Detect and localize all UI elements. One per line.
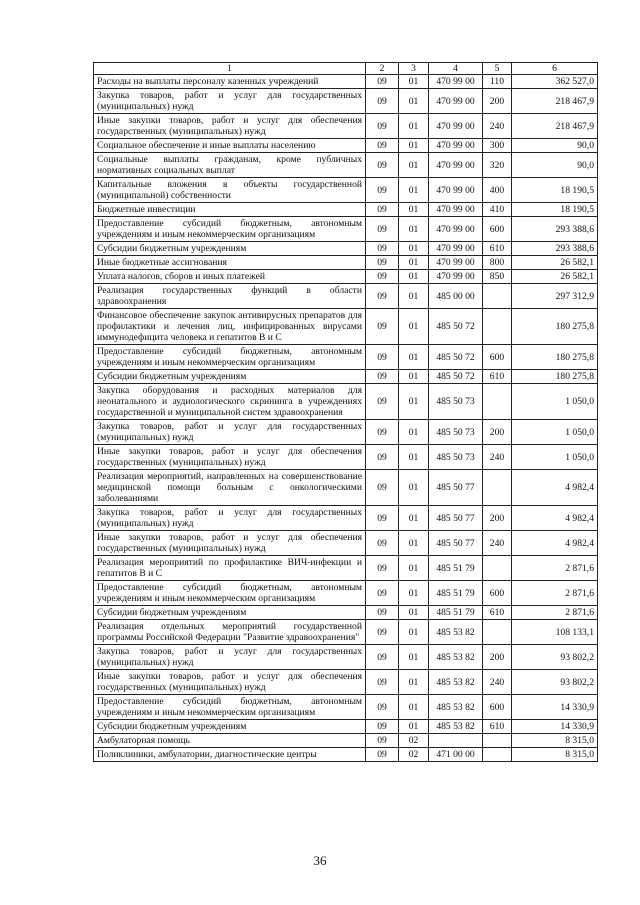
table-row xyxy=(94,345,598,370)
expense-type-cell: 200 xyxy=(483,645,512,670)
amount-cell: 218 467,9 xyxy=(512,114,598,139)
subsection-cell: 01 xyxy=(399,445,429,470)
target-article-cell: 471 00 00 xyxy=(429,748,483,762)
amount-cell: 293 388,6 xyxy=(512,242,598,256)
expense-name-cell: Расходы на выплаты персоналу казенных учреждений xyxy=(94,75,366,89)
expense-type-cell xyxy=(483,556,512,581)
section-cell: 09 xyxy=(366,89,399,114)
subsection-cell: 01 xyxy=(399,203,429,217)
subsection-cell: 02 xyxy=(399,734,429,748)
subsection-cell: 01 xyxy=(399,256,429,270)
table-header-row xyxy=(94,63,598,75)
expense-name-cell: Субсидии бюджетным учреждениям xyxy=(94,606,366,620)
subsection-cell: 01 xyxy=(399,114,429,139)
subsection-cell: 01 xyxy=(399,645,429,670)
expense-type-cell xyxy=(483,384,512,420)
expense-name-cell: Предоставление субсидий бюджетным, автономным учреждениям и иным некоммерческим организациям xyxy=(94,581,366,606)
subsection-cell: 01 xyxy=(399,217,429,242)
expense-type-cell xyxy=(483,309,512,345)
table-row xyxy=(94,445,598,470)
expense-type-cell xyxy=(483,620,512,645)
amount-cell: 1 050,0 xyxy=(512,445,598,470)
amount-cell: 14 330,9 xyxy=(512,720,598,734)
expense-name-cell: Амбулаторная помощь xyxy=(94,734,366,748)
section-cell: 09 xyxy=(366,670,399,695)
header-col-6: 6 xyxy=(512,63,598,75)
table-row xyxy=(94,606,598,620)
subsection-cell: 01 xyxy=(399,309,429,345)
section-cell: 09 xyxy=(366,217,399,242)
expense-type-cell: 610 xyxy=(483,370,512,384)
target-article-cell: 470 99 00 xyxy=(429,75,483,89)
subsection-cell: 01 xyxy=(399,242,429,256)
table-row xyxy=(94,217,598,242)
amount-cell: 93 802,2 xyxy=(512,670,598,695)
expense-type-cell: 610 xyxy=(483,242,512,256)
table-row xyxy=(94,506,598,531)
section-cell: 09 xyxy=(366,506,399,531)
target-article-cell: 485 53 82 xyxy=(429,620,483,645)
expense-type-cell xyxy=(483,470,512,506)
target-article-cell: 470 99 00 xyxy=(429,270,483,284)
amount-cell: 180 275,8 xyxy=(512,345,598,370)
section-cell: 09 xyxy=(366,370,399,384)
expense-type-cell: 610 xyxy=(483,720,512,734)
expense-type-cell xyxy=(483,748,512,762)
table-row xyxy=(94,748,598,762)
table-row xyxy=(94,420,598,445)
subsection-cell: 01 xyxy=(399,178,429,203)
expense-type-cell: 600 xyxy=(483,345,512,370)
target-article-cell: 470 99 00 xyxy=(429,178,483,203)
expense-name-cell: Поликлиники, амбулатории, диагностические центры xyxy=(94,748,366,762)
subsection-cell: 01 xyxy=(399,556,429,581)
target-article-cell: 485 53 82 xyxy=(429,720,483,734)
table-row xyxy=(94,370,598,384)
amount-cell: 1 050,0 xyxy=(512,384,598,420)
target-article-cell: 470 99 00 xyxy=(429,139,483,153)
subsection-cell: 01 xyxy=(399,470,429,506)
table-row xyxy=(94,139,598,153)
expense-type-cell: 240 xyxy=(483,445,512,470)
section-cell: 09 xyxy=(366,531,399,556)
expense-name-cell: Субсидии бюджетным учреждениям xyxy=(94,242,366,256)
target-article-cell: 485 51 79 xyxy=(429,581,483,606)
expense-name-cell: Закупка оборудования и расходных материалов для неонатального и аудиологического скрининга в учреждениях государственной и муниципальной систем здравоохранения xyxy=(94,384,366,420)
table-row xyxy=(94,670,598,695)
expense-type-cell: 410 xyxy=(483,203,512,217)
expense-type-cell: 800 xyxy=(483,256,512,270)
section-cell: 09 xyxy=(366,645,399,670)
section-cell: 09 xyxy=(366,695,399,720)
expense-name-cell: Иные закупки товаров, работ и услуг для обеспечения государственных (муниципальных) нужд xyxy=(94,445,366,470)
expense-type-cell: 320 xyxy=(483,153,512,178)
section-cell: 09 xyxy=(366,581,399,606)
budget-table xyxy=(93,62,598,762)
amount-cell: 108 133,1 xyxy=(512,620,598,645)
section-cell: 09 xyxy=(366,203,399,217)
target-article-cell: 470 99 00 xyxy=(429,114,483,139)
target-article-cell: 470 99 00 xyxy=(429,153,483,178)
amount-cell: 4 982,4 xyxy=(512,506,598,531)
target-article-cell xyxy=(429,734,483,748)
amount-cell: 18 190,5 xyxy=(512,203,598,217)
section-cell: 09 xyxy=(366,556,399,581)
subsection-cell: 01 xyxy=(399,506,429,531)
expense-type-cell: 610 xyxy=(483,606,512,620)
table-row xyxy=(94,620,598,645)
target-article-cell: 485 50 73 xyxy=(429,445,483,470)
expense-name-cell: Бюджетные инвестиции xyxy=(94,203,366,217)
section-cell: 09 xyxy=(366,345,399,370)
amount-cell: 4 982,4 xyxy=(512,531,598,556)
subsection-cell: 01 xyxy=(399,89,429,114)
header-col-4: 4 xyxy=(429,63,483,75)
expense-name-cell: Уплата налогов, сборов и иных платежей xyxy=(94,270,366,284)
section-cell: 09 xyxy=(366,153,399,178)
expense-name-cell: Реализация мероприятий по профилактике ВИЧ-инфекции и гепатитов В и С xyxy=(94,556,366,581)
table-row xyxy=(94,75,598,89)
expense-name-cell: Реализация мероприятий, направленных на совершенствование медицинской помощи больным с онкологическими заболеваниями xyxy=(94,470,366,506)
expense-name-cell: Финансовое обеспечение закупок антивирусных препаратов для профилактики и лечения лиц, инфицированных вирусами иммунодефицита человека и гепатитов В и С xyxy=(94,309,366,345)
subsection-cell: 01 xyxy=(399,531,429,556)
expense-type-cell xyxy=(483,734,512,748)
expense-type-cell: 400 xyxy=(483,178,512,203)
table-row xyxy=(94,153,598,178)
table-row xyxy=(94,309,598,345)
table-row xyxy=(94,178,598,203)
subsection-cell: 01 xyxy=(399,620,429,645)
expense-name-cell: Социальные выплаты гражданам, кроме публичных нормативных социальных выплат xyxy=(94,153,366,178)
subsection-cell: 02 xyxy=(399,748,429,762)
subsection-cell: 01 xyxy=(399,420,429,445)
amount-cell: 26 582,1 xyxy=(512,270,598,284)
expense-type-cell: 600 xyxy=(483,217,512,242)
expense-name-cell: Реализация государственных функций в области здравоохранения xyxy=(94,284,366,309)
target-article-cell: 485 50 73 xyxy=(429,384,483,420)
subsection-cell: 01 xyxy=(399,670,429,695)
expense-name-cell: Закупка товаров, работ и услуг для государственных (муниципальных) нужд xyxy=(94,645,366,670)
table-row xyxy=(94,581,598,606)
expense-type-cell: 600 xyxy=(483,581,512,606)
section-cell: 09 xyxy=(366,384,399,420)
target-article-cell: 485 53 82 xyxy=(429,645,483,670)
expense-name-cell: Предоставление субсидий бюджетным, автономным учреждениям и иным некоммерческим организациям xyxy=(94,695,366,720)
expense-name-cell: Закупка товаров, работ и услуг для государственных (муниципальных) нужд xyxy=(94,420,366,445)
section-cell: 09 xyxy=(366,139,399,153)
subsection-cell: 01 xyxy=(399,720,429,734)
subsection-cell: 01 xyxy=(399,75,429,89)
section-cell: 09 xyxy=(366,420,399,445)
amount-cell: 180 275,8 xyxy=(512,370,598,384)
subsection-cell: 01 xyxy=(399,139,429,153)
target-article-cell: 485 53 82 xyxy=(429,695,483,720)
table-row xyxy=(94,645,598,670)
amount-cell: 362 527,0 xyxy=(512,75,598,89)
target-article-cell: 470 99 00 xyxy=(429,217,483,242)
section-cell: 09 xyxy=(366,734,399,748)
section-cell: 09 xyxy=(366,748,399,762)
amount-cell: 18 190,5 xyxy=(512,178,598,203)
amount-cell: 26 582,1 xyxy=(512,256,598,270)
target-article-cell: 485 50 72 xyxy=(429,345,483,370)
header-col-3: 3 xyxy=(399,63,429,75)
amount-cell: 1 050,0 xyxy=(512,420,598,445)
table-row xyxy=(94,114,598,139)
section-cell: 09 xyxy=(366,445,399,470)
expense-type-cell: 110 xyxy=(483,75,512,89)
section-cell: 09 xyxy=(366,620,399,645)
amount-cell: 297 312,9 xyxy=(512,284,598,309)
expense-name-cell: Иные закупки товаров, работ и услуг для обеспечения государственных (муниципальных) нужд xyxy=(94,114,366,139)
amount-cell: 8 315,0 xyxy=(512,748,598,762)
expense-type-cell: 600 xyxy=(483,695,512,720)
amount-cell: 90,0 xyxy=(512,139,598,153)
expense-name-cell: Закупка товаров, работ и услуг для государственных (муниципальных) нужд xyxy=(94,89,366,114)
amount-cell: 4 982,4 xyxy=(512,470,598,506)
section-cell: 09 xyxy=(366,114,399,139)
amount-cell: 93 802,2 xyxy=(512,645,598,670)
target-article-cell: 485 50 73 xyxy=(429,420,483,445)
target-article-cell: 470 99 00 xyxy=(429,89,483,114)
subsection-cell: 01 xyxy=(399,270,429,284)
expense-type-cell: 850 xyxy=(483,270,512,284)
header-col-5: 5 xyxy=(483,63,512,75)
table-row xyxy=(94,203,598,217)
target-article-cell: 470 99 00 xyxy=(429,242,483,256)
expense-name-cell: Предоставление субсидий бюджетным, автономным учреждениям и иным некоммерческим организациям xyxy=(94,345,366,370)
amount-cell: 180 275,8 xyxy=(512,309,598,345)
target-article-cell: 485 53 82 xyxy=(429,670,483,695)
amount-cell: 293 388,6 xyxy=(512,217,598,242)
table-row xyxy=(94,695,598,720)
table-row xyxy=(94,470,598,506)
expense-name-cell: Реализация отдельных мероприятий государственной программы Российской Федерации "Развитие здравоохранения" xyxy=(94,620,366,645)
section-cell: 09 xyxy=(366,284,399,309)
subsection-cell: 01 xyxy=(399,345,429,370)
target-article-cell: 485 51 79 xyxy=(429,606,483,620)
table-body xyxy=(94,75,598,762)
section-cell: 09 xyxy=(366,606,399,620)
expense-type-cell: 240 xyxy=(483,114,512,139)
amount-cell: 8 315,0 xyxy=(512,734,598,748)
table-row xyxy=(94,270,598,284)
amount-cell: 14 330,9 xyxy=(512,695,598,720)
target-article-cell: 485 50 77 xyxy=(429,506,483,531)
expense-type-cell: 200 xyxy=(483,506,512,531)
section-cell: 09 xyxy=(366,309,399,345)
subsection-cell: 01 xyxy=(399,384,429,420)
target-article-cell: 470 99 00 xyxy=(429,203,483,217)
budget-table-container xyxy=(93,62,597,762)
expense-name-cell: Субсидии бюджетным учреждениям xyxy=(94,370,366,384)
subsection-cell: 01 xyxy=(399,370,429,384)
target-article-cell: 470 99 00 xyxy=(429,256,483,270)
expense-type-cell: 240 xyxy=(483,670,512,695)
target-article-cell: 485 50 72 xyxy=(429,370,483,384)
section-cell: 09 xyxy=(366,270,399,284)
expense-name-cell: Иные закупки товаров, работ и услуг для обеспечения государственных (муниципальных) нужд xyxy=(94,670,366,695)
page-number: 36 xyxy=(313,853,327,868)
section-cell: 09 xyxy=(366,720,399,734)
table-row xyxy=(94,242,598,256)
expense-name-cell: Социальное обеспечение и иные выплаты населению xyxy=(94,139,366,153)
subsection-cell: 01 xyxy=(399,153,429,178)
section-cell: 09 xyxy=(366,178,399,203)
header-col-2: 2 xyxy=(366,63,399,75)
header-col-1: 1 xyxy=(94,63,366,75)
target-article-cell: 485 51 79 xyxy=(429,556,483,581)
table-row xyxy=(94,556,598,581)
section-cell: 09 xyxy=(366,75,399,89)
amount-cell: 2 871,6 xyxy=(512,556,598,581)
target-article-cell: 485 50 77 xyxy=(429,470,483,506)
subsection-cell: 01 xyxy=(399,606,429,620)
expense-name-cell: Субсидии бюджетным учреждениям xyxy=(94,720,366,734)
subsection-cell: 01 xyxy=(399,284,429,309)
expense-name-cell: Иные закупки товаров, работ и услуг для обеспечения государственных (муниципальных) нужд xyxy=(94,531,366,556)
amount-cell: 218 467,9 xyxy=(512,89,598,114)
expense-type-cell: 240 xyxy=(483,531,512,556)
expense-type-cell: 200 xyxy=(483,420,512,445)
expense-type-cell: 200 xyxy=(483,89,512,114)
expense-name-cell: Иные бюджетные ассигнования xyxy=(94,256,366,270)
subsection-cell: 01 xyxy=(399,695,429,720)
target-article-cell: 485 50 77 xyxy=(429,531,483,556)
table-row xyxy=(94,720,598,734)
expense-name-cell: Предоставление субсидий бюджетным, автономным учреждениям и иным некоммерческим организациям xyxy=(94,217,366,242)
table-row xyxy=(94,89,598,114)
target-article-cell: 485 50 72 xyxy=(429,309,483,345)
amount-cell: 2 871,6 xyxy=(512,581,598,606)
section-cell: 09 xyxy=(366,470,399,506)
subsection-cell: 01 xyxy=(399,581,429,606)
expense-name-cell: Капитальные вложения в объекты государственной (муниципальной) собственности xyxy=(94,178,366,203)
table-row xyxy=(94,284,598,309)
section-cell: 09 xyxy=(366,256,399,270)
table-row xyxy=(94,531,598,556)
amount-cell: 2 871,6 xyxy=(512,606,598,620)
table-row xyxy=(94,734,598,748)
expense-type-cell xyxy=(483,284,512,309)
section-cell: 09 xyxy=(366,242,399,256)
table-row xyxy=(94,256,598,270)
amount-cell: 90,0 xyxy=(512,153,598,178)
expense-type-cell: 300 xyxy=(483,139,512,153)
expense-name-cell: Закупка товаров, работ и услуг для государственных (муниципальных) нужд xyxy=(94,506,366,531)
target-article-cell: 485 00 00 xyxy=(429,284,483,309)
table-row xyxy=(94,384,598,420)
